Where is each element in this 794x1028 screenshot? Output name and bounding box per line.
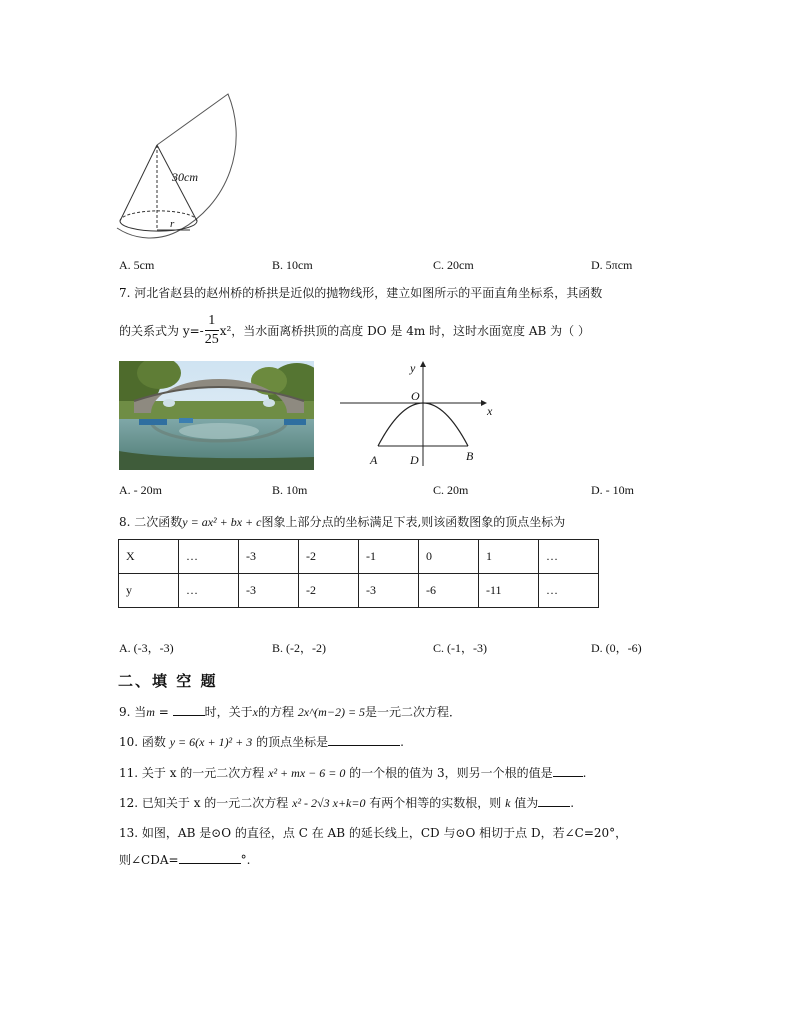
- q10-answer-blank[interactable]: [328, 734, 400, 746]
- label-a: A: [370, 453, 378, 467]
- q8-formula: y = ax² + bx + c: [182, 515, 262, 529]
- parabola-graph: [338, 358, 508, 470]
- q11-text: .: [582, 766, 587, 780]
- q10-text: 10. 函数: [119, 735, 170, 749]
- q7-fraction: [205, 312, 219, 349]
- q11-equation: x² + mx − 6 = 0: [268, 766, 346, 780]
- q8-prefix: 8. 二次函数: [119, 515, 183, 529]
- q13-text: 则∠CDA=: [119, 853, 179, 867]
- q11-answer-blank[interactable]: [553, 765, 583, 777]
- q7-frac-den: 25: [204, 332, 219, 347]
- q13-line1: 13. 如图，AB 是⊙O 的直径，点 C 在 AB 的延长线上，CD 与⊙O 相切于点 D，若∠C=20°，: [119, 826, 628, 840]
- q9-text: 9. 当: [119, 705, 147, 719]
- q12-var-k: k: [505, 796, 511, 810]
- q6-choice-b[interactable]: B. 10cm: [272, 258, 313, 272]
- table-row: [119, 540, 599, 574]
- label-b: B: [466, 449, 474, 463]
- table-cell: -6: [419, 574, 479, 608]
- q12-text: 有两个相等的实数根，则: [365, 796, 506, 810]
- table-cell: -11: [479, 574, 539, 608]
- q11-text: 11. 关于 x 的一元二次方程: [119, 766, 269, 780]
- q8-choice-a[interactable]: A. (-3，-3): [119, 641, 174, 655]
- table-cell: …: [179, 574, 239, 608]
- table-row: [119, 574, 599, 608]
- label-y: y: [410, 361, 416, 375]
- q8-stem: [119, 513, 565, 530]
- table-cell: -3: [239, 574, 299, 608]
- zhaozhou-bridge-photo: [119, 361, 314, 470]
- q9-var-m: m: [146, 705, 155, 719]
- q10-text: .: [400, 735, 404, 749]
- section-title: 二、填 空 题: [118, 672, 218, 690]
- table-cell: -3: [359, 574, 419, 608]
- q13-text: °.: [240, 853, 251, 867]
- q11: [119, 764, 586, 781]
- q8-suffix: 图象上部分点的坐标满足下表,则该函数图象的顶点坐标为: [261, 515, 566, 529]
- q12: [119, 794, 574, 811]
- label-d: D: [410, 453, 419, 467]
- q7-line1: 7. 河北省赵县的赵州桥的桥拱是近似的抛物线形，建立如图所示的平面直角坐标系，其函数: [119, 286, 603, 300]
- q10-equation: y = 6(x + 1)² + 3: [169, 735, 253, 749]
- q6-choice-c[interactable]: C. 20cm: [433, 258, 474, 272]
- label-x: x: [487, 404, 493, 418]
- q13-answer-blank[interactable]: [179, 852, 241, 864]
- q12-text: 值为: [510, 796, 539, 810]
- slant-label: 30cm: [172, 170, 198, 184]
- q9-equation: 2x^(m−2) = 5: [297, 705, 366, 719]
- label-o: O: [411, 389, 420, 403]
- q9-text: 时，关于: [204, 705, 253, 719]
- q7-choice-b[interactable]: B. 10m: [272, 483, 308, 497]
- table-cell: …: [179, 540, 239, 574]
- radius-label: r: [170, 218, 175, 230]
- table-cell: -3: [239, 540, 299, 574]
- q10-text: 的顶点坐标是: [252, 735, 329, 749]
- q10: [119, 733, 404, 750]
- q12-equation: x² - 2√3 x+k=0: [292, 796, 366, 810]
- table-cell: -1: [359, 540, 419, 574]
- q8-choice-c[interactable]: C. (-1，-3): [433, 641, 487, 655]
- q8-choice-b[interactable]: B. (-2，-2): [272, 641, 326, 655]
- q7-choice-d[interactable]: D. - 10m: [591, 483, 634, 497]
- q6-choice-d[interactable]: D. 5πcm: [591, 258, 633, 272]
- q12-answer-blank[interactable]: [538, 795, 570, 807]
- q7-choice-c[interactable]: C. 20m: [433, 483, 469, 497]
- q6-choice-a[interactable]: A. 5cm: [119, 258, 155, 272]
- table-cell: …: [539, 540, 599, 574]
- table-cell: -2: [299, 574, 359, 608]
- q9: [119, 703, 461, 720]
- q7-prefix: 的关系式为 y=-: [119, 324, 204, 338]
- table-cell: 0: [419, 540, 479, 574]
- q8-value-table: [118, 539, 599, 608]
- q9-answer-blank[interactable]: [173, 704, 205, 716]
- table-cell: …: [539, 574, 599, 608]
- q7-choice-a[interactable]: A. - 20m: [119, 483, 162, 497]
- q9-text: 的方程: [257, 705, 298, 719]
- q9-equals: =: [154, 705, 173, 719]
- q12-text: 12. 已知关于 x 的一元二次方程: [119, 796, 293, 810]
- q8-choice-d[interactable]: D. (0，-6): [591, 641, 642, 655]
- table-cell: 1: [479, 540, 539, 574]
- table-cell: -2: [299, 540, 359, 574]
- q11-text: 的一个根的值为 3，则另一个根的值是: [345, 766, 553, 780]
- q13-line2: [119, 851, 250, 868]
- q7-frac-num: 1: [205, 312, 219, 331]
- table-cell: X: [119, 540, 179, 574]
- q7-line2: [119, 312, 590, 349]
- q9-text: 是一元二次方程．: [365, 705, 462, 719]
- table-cell: y: [119, 574, 179, 608]
- q7-suffix: x²，当水面离桥拱顶的高度 DO 是 4m 时，这时水面宽度 AB 为（ ）: [219, 324, 590, 338]
- q9-var-x: x: [252, 705, 258, 719]
- cone-net-figure: [112, 90, 272, 250]
- q12-text: .: [570, 796, 575, 810]
